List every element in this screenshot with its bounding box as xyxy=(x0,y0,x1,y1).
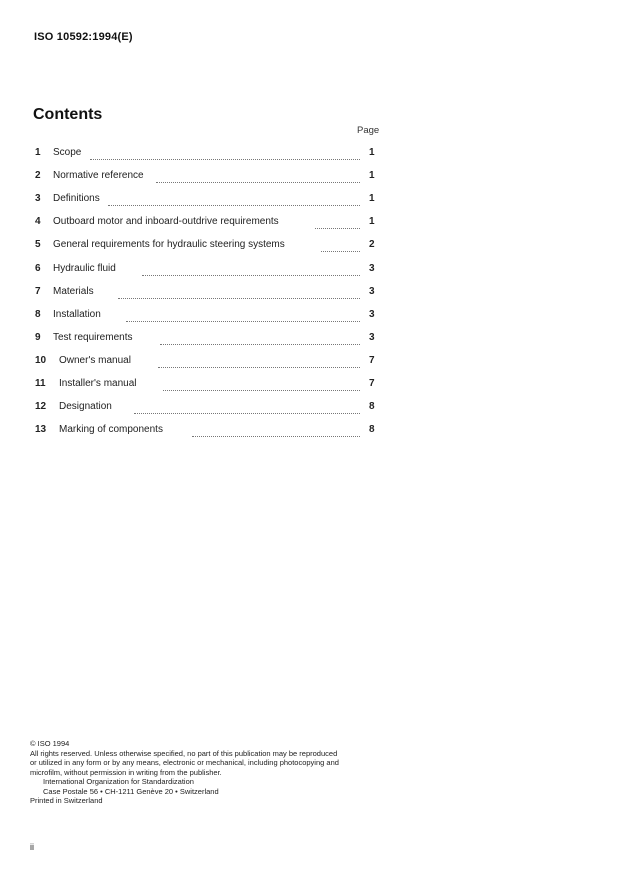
toc-page: 1 xyxy=(369,193,375,204)
toc-number: 8 xyxy=(35,309,41,320)
leader-dots xyxy=(321,239,360,252)
toc-number: 1 xyxy=(35,147,41,158)
organization-name: International Organization for Standardization xyxy=(43,777,194,786)
toc-number: 2 xyxy=(35,170,41,181)
toc-number: 6 xyxy=(35,263,41,274)
toc-number: 5 xyxy=(35,239,41,250)
leader-dots xyxy=(163,378,360,391)
toc-entry-7[interactable] xyxy=(0,286,622,302)
toc-number: 10 xyxy=(35,355,47,366)
copyright-line: © ISO 1994 xyxy=(30,739,70,748)
printed-in: Printed in Switzerland xyxy=(30,796,103,805)
toc-entry-8[interactable] xyxy=(0,309,622,325)
toc-entry-3[interactable] xyxy=(0,193,622,209)
leader-dots xyxy=(134,401,360,414)
toc-entry-4[interactable] xyxy=(0,216,622,232)
toc-page: 2 xyxy=(369,239,375,250)
page-column-label: Page xyxy=(357,125,380,136)
leader-dots xyxy=(192,424,360,437)
toc-entry-9[interactable] xyxy=(0,332,622,348)
toc-title: Definitions xyxy=(53,193,100,204)
toc-title: Materials xyxy=(53,286,94,297)
toc-title: Installation xyxy=(53,309,101,320)
toc-number: 9 xyxy=(35,332,41,343)
leader-dots xyxy=(142,263,360,276)
toc-entry-1[interactable] xyxy=(0,147,622,163)
toc-page: 3 xyxy=(369,263,375,274)
copyright-notice xyxy=(30,739,339,806)
leader-dots xyxy=(158,355,360,368)
toc-page: 3 xyxy=(369,286,375,297)
toc-number: 3 xyxy=(35,193,41,204)
toc-page: 3 xyxy=(369,332,375,343)
toc-number: 12 xyxy=(35,401,47,412)
toc-entry-12[interactable] xyxy=(0,401,622,417)
toc-page: 7 xyxy=(369,355,375,366)
leader-dots xyxy=(160,332,360,345)
toc-number: 7 xyxy=(35,286,41,297)
toc-title: Test requirements xyxy=(53,332,133,343)
document-id: ISO 10592:1994(E) xyxy=(34,31,133,43)
toc-page: 7 xyxy=(369,378,375,389)
leader-dots xyxy=(156,170,360,183)
leader-dots xyxy=(90,147,360,160)
rights-line-3: microfilm, without permission in writing from the publisher. xyxy=(30,767,222,777)
rights-line-1: All rights reserved. Unless otherwise specified, no part of this publication may be reproduced xyxy=(30,748,338,758)
leader-dots xyxy=(315,216,360,229)
toc-page: 8 xyxy=(369,401,375,412)
toc-title: Scope xyxy=(53,147,82,158)
toc-entry-2[interactable] xyxy=(0,170,622,186)
leader-dots xyxy=(118,286,360,299)
toc-number: 11 xyxy=(35,378,46,389)
toc-entry-6[interactable] xyxy=(0,263,622,279)
toc-number: 13 xyxy=(35,424,47,435)
toc-page: 1 xyxy=(369,170,375,181)
toc-title: Owner's manual xyxy=(59,355,131,366)
toc-number: 4 xyxy=(35,216,41,227)
toc-page: 1 xyxy=(369,216,375,227)
toc-entry-10[interactable] xyxy=(0,355,622,371)
rights-line-2: or utilized in any form or by any means, electronic or mechanical, including photocopying and xyxy=(30,758,339,767)
organization-address: Case Postale 56 • CH-1211 Genève 20 • Switzerland xyxy=(43,786,219,796)
toc-title: Designation xyxy=(59,401,112,412)
toc-page: 1 xyxy=(369,147,375,158)
toc-entry-11[interactable] xyxy=(0,378,622,394)
contents-title: Contents xyxy=(33,106,103,123)
toc-title: Installer's manual xyxy=(59,378,137,389)
toc-title: Outboard motor and inboard-outdrive requirements xyxy=(53,216,279,227)
toc-page: 8 xyxy=(369,424,375,435)
leader-dots xyxy=(126,309,360,322)
toc-title: Marking of components xyxy=(59,424,163,435)
toc-page: 3 xyxy=(369,309,375,320)
leader-dots xyxy=(108,193,360,206)
toc-entry-13[interactable] xyxy=(0,424,622,440)
toc-title: Hydraulic fluid xyxy=(53,263,116,274)
toc-title: General requirements for hydraulic steering systems xyxy=(53,239,285,250)
toc-entry-5[interactable] xyxy=(0,239,622,255)
page-number: ii xyxy=(30,842,34,852)
toc-title: Normative reference xyxy=(53,170,144,181)
